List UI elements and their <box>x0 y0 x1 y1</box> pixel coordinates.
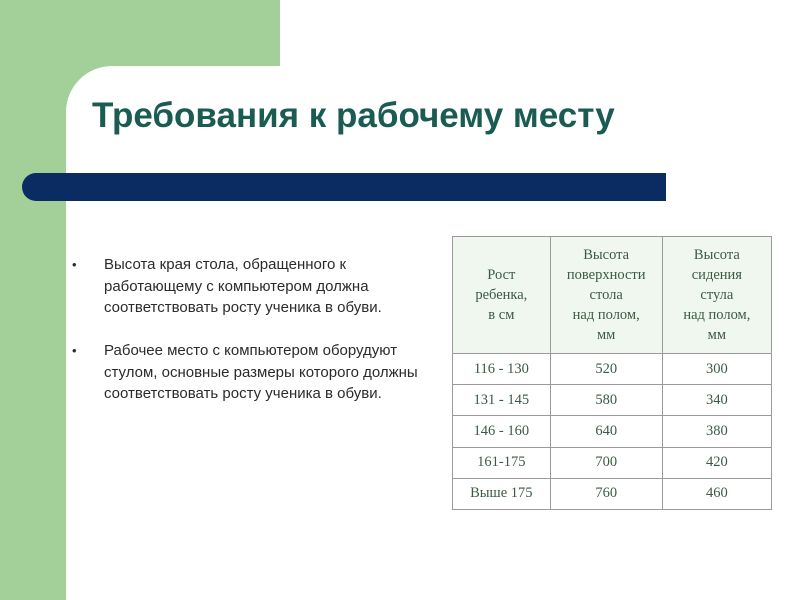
requirements-table <box>452 236 772 510</box>
table-cell: 520 <box>550 354 662 385</box>
slide-title: Требования к рабочему месту <box>92 96 615 135</box>
table-row <box>453 385 772 416</box>
decorative-title-bar <box>22 173 666 201</box>
table-cell: 420 <box>662 447 771 478</box>
table-cell: 460 <box>662 478 771 509</box>
table-cell: 300 <box>662 354 771 385</box>
table-row <box>453 478 772 509</box>
table-cell: 580 <box>550 385 662 416</box>
bullet-item <box>70 254 430 319</box>
bullet-dot-icon: • <box>72 343 77 358</box>
table-cell: 161-175 <box>453 447 551 478</box>
table-cell: 760 <box>550 478 662 509</box>
table-row <box>453 354 772 385</box>
table-cell: 116 - 130 <box>453 354 551 385</box>
column-header-height: Рост ребенка, в см <box>453 237 551 354</box>
column-header-chair: Высота сидения стула над полом, мм <box>662 237 771 354</box>
table-cell: 131 - 145 <box>453 385 551 416</box>
bullet-item <box>70 340 430 405</box>
table-cell: Выше 175 <box>453 478 551 509</box>
table-cell: 700 <box>550 447 662 478</box>
bullet-text: Рабочее место с компьютером оборудуют стулом, основные размеры которого должны соответствовать росту ученика в обуви. <box>104 342 418 402</box>
table-row <box>453 416 772 447</box>
table-row <box>453 447 772 478</box>
column-header-desk: Высота поверхности стола над полом, мм <box>550 237 662 354</box>
table-cell: 380 <box>662 416 771 447</box>
table-cell: 146 - 160 <box>453 416 551 447</box>
bullet-list <box>70 254 430 426</box>
table-cell: 340 <box>662 385 771 416</box>
table-cell: 640 <box>550 416 662 447</box>
bullet-text: Высота края стола, обращенного к работающему с компьютером должна соответствовать росту ученика в обуви. <box>104 256 382 316</box>
bullet-dot-icon: • <box>72 257 77 272</box>
decorative-green-strip <box>0 0 66 600</box>
table-header-row <box>453 237 772 354</box>
